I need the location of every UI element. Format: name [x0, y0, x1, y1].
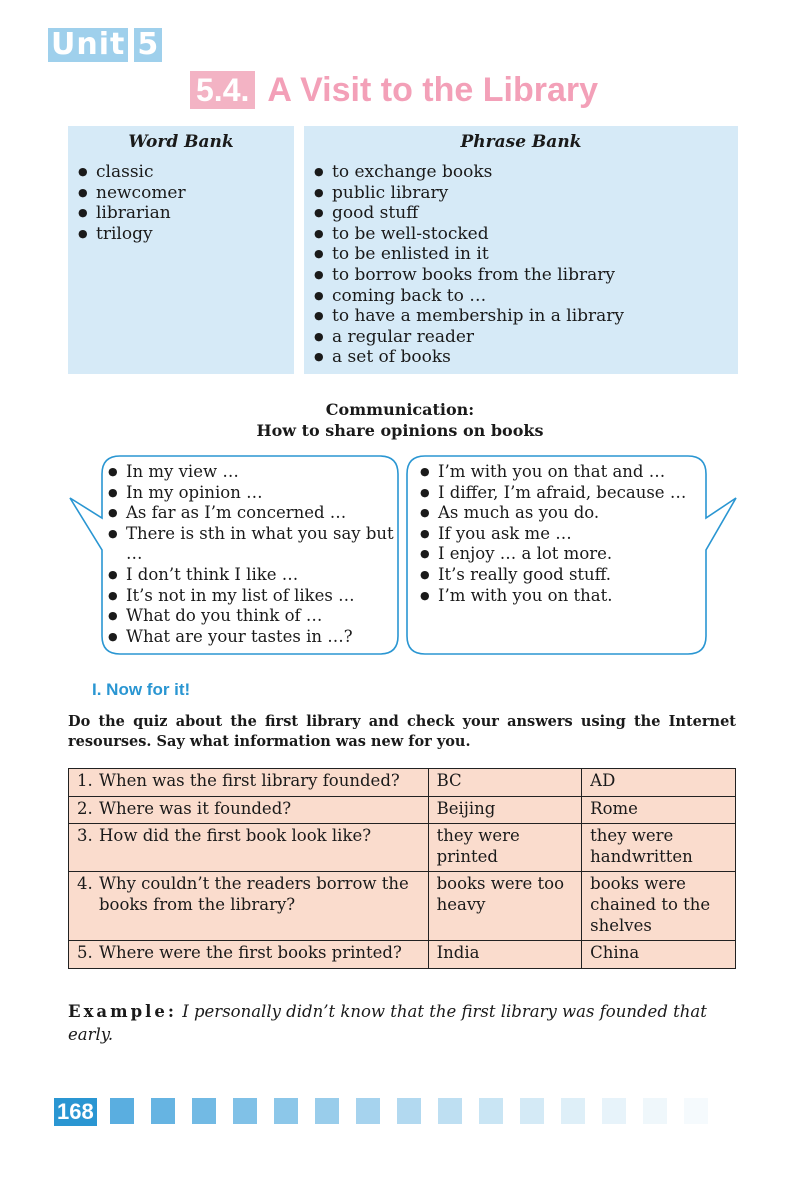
list-item: ● librarian [78, 203, 294, 224]
option-a-cell: books were too heavy [428, 872, 582, 941]
question-text: Where was it founded? [99, 798, 292, 818]
decor-square [602, 1098, 626, 1124]
list-item: ● I enjoy … a lot more. [420, 544, 705, 565]
question-text: Why couldn’t the readers borrow the books from the library? [99, 874, 409, 914]
phrase-bank-list [314, 162, 738, 368]
list-item: ● I don’t think I like … [108, 565, 398, 586]
option-a-cell: BC [428, 769, 582, 797]
question-text: When was the first library founded? [99, 771, 400, 790]
list-item: ● As much as you do. [420, 503, 705, 524]
decor-square [684, 1098, 708, 1124]
decor-square [643, 1098, 667, 1124]
question-number: 5. [77, 943, 93, 963]
table-row [69, 769, 736, 797]
decor-square [438, 1098, 462, 1124]
list-item: ● coming back to … [314, 286, 738, 307]
question-cell [69, 872, 429, 941]
question-cell [69, 941, 429, 969]
unit-number: 5 [134, 28, 162, 62]
list-item: ● If you ask me … [420, 524, 705, 545]
question-text: How did the first book look like? [99, 826, 372, 846]
list-item: ● It’s not in my list of likes … [108, 586, 398, 607]
decor-square [233, 1098, 257, 1124]
example [68, 1000, 738, 1046]
list-item: ● In my view … [108, 462, 398, 483]
unit-word: Unit [48, 28, 128, 62]
decor-square [274, 1098, 298, 1124]
page-number: 168 [54, 1098, 97, 1126]
question-number: 3. [77, 826, 93, 846]
list-item: ● public library [314, 183, 738, 204]
decor-square [479, 1098, 503, 1124]
option-a-cell: they were printed [428, 824, 582, 872]
left-bubble-content [108, 462, 398, 647]
list-item: ● classic [78, 162, 294, 183]
question-number: 1. [77, 771, 93, 790]
table-row [69, 941, 736, 969]
question-cell [69, 824, 429, 872]
decor-square [315, 1098, 339, 1124]
list-item: ● What do you think of … [108, 606, 398, 627]
list-item: ● to be well-stocked [314, 224, 738, 245]
option-a-cell: India [428, 941, 582, 969]
question-number: 2. [77, 798, 93, 818]
list-item: ● to have a membership in a library [314, 306, 738, 327]
communication-subtitle: How to share opinions on books [256, 421, 544, 440]
list-item: ● good stuff [314, 203, 738, 224]
question-number: 4. [77, 874, 93, 894]
list-item: ● trilogy [78, 224, 294, 245]
word-bank-list [78, 162, 294, 244]
option-a-cell: Beijing [428, 796, 582, 824]
list-item: ● I’m with you on that and … [420, 462, 705, 483]
table-row [69, 796, 736, 824]
unit-label [48, 28, 162, 62]
list-item: ● newcomer [78, 183, 294, 204]
decor-square [151, 1098, 175, 1124]
list-item: ● There is sth in what you say but … [108, 524, 398, 565]
list-item: ● In my opinion … [108, 483, 398, 504]
option-b-cell: China [582, 941, 736, 969]
list-item: ● It’s really good stuff. [420, 565, 705, 586]
lesson-number: 5.4. [190, 71, 255, 109]
decor-square [192, 1098, 216, 1124]
phrase-bank-title: Phrase Bank [460, 132, 582, 152]
option-b-cell: they were handwritten [582, 824, 736, 872]
table-row [69, 824, 736, 872]
footer-decoration [110, 1098, 708, 1124]
decor-square [110, 1098, 134, 1124]
list-item: ● to borrow books from the library [314, 265, 738, 286]
section-title: I. Now for it! [92, 680, 191, 699]
example-text: I personally didn’t know that the first library was founded that early. [68, 1002, 707, 1044]
word-bank-title: Word Bank [128, 132, 234, 152]
communication-heading [0, 399, 800, 441]
communication-title: Communication: [325, 400, 475, 419]
decor-square [356, 1098, 380, 1124]
phrase-bank [304, 126, 738, 374]
quiz-table [68, 768, 736, 969]
list-item: ● I’m with you on that. [420, 586, 705, 607]
right-bubble-content [420, 462, 705, 606]
lesson-header [190, 70, 598, 110]
list-item: ● As far as I’m concerned … [108, 503, 398, 524]
instructions: Do the quiz about the first library and check your answers using the Internet resourses. Say what information was new for you. [68, 713, 736, 750]
question-cell [69, 796, 429, 824]
table-row [69, 872, 736, 941]
option-b-cell: AD [582, 769, 736, 797]
list-item: ● I differ, I’m afraid, because … [420, 483, 705, 504]
list-item: ● a set of books [314, 347, 738, 368]
option-b-cell: books were chained to the shelves [582, 872, 736, 941]
lesson-title: A Visit to the Library [267, 70, 598, 109]
question-text: Where were the first books printed? [99, 943, 402, 963]
decor-square [520, 1098, 544, 1124]
example-label: Example: [68, 1002, 177, 1021]
question-cell [69, 769, 429, 797]
option-b-cell: Rome [582, 796, 736, 824]
list-item: ● to be enlisted in it [314, 244, 738, 265]
decor-square [561, 1098, 585, 1124]
list-item: ● What are your tastes in …? [108, 627, 398, 648]
decor-square [397, 1098, 421, 1124]
list-item: ● to exchange books [314, 162, 738, 183]
word-bank [68, 126, 294, 374]
list-item: ● a regular reader [314, 327, 738, 348]
